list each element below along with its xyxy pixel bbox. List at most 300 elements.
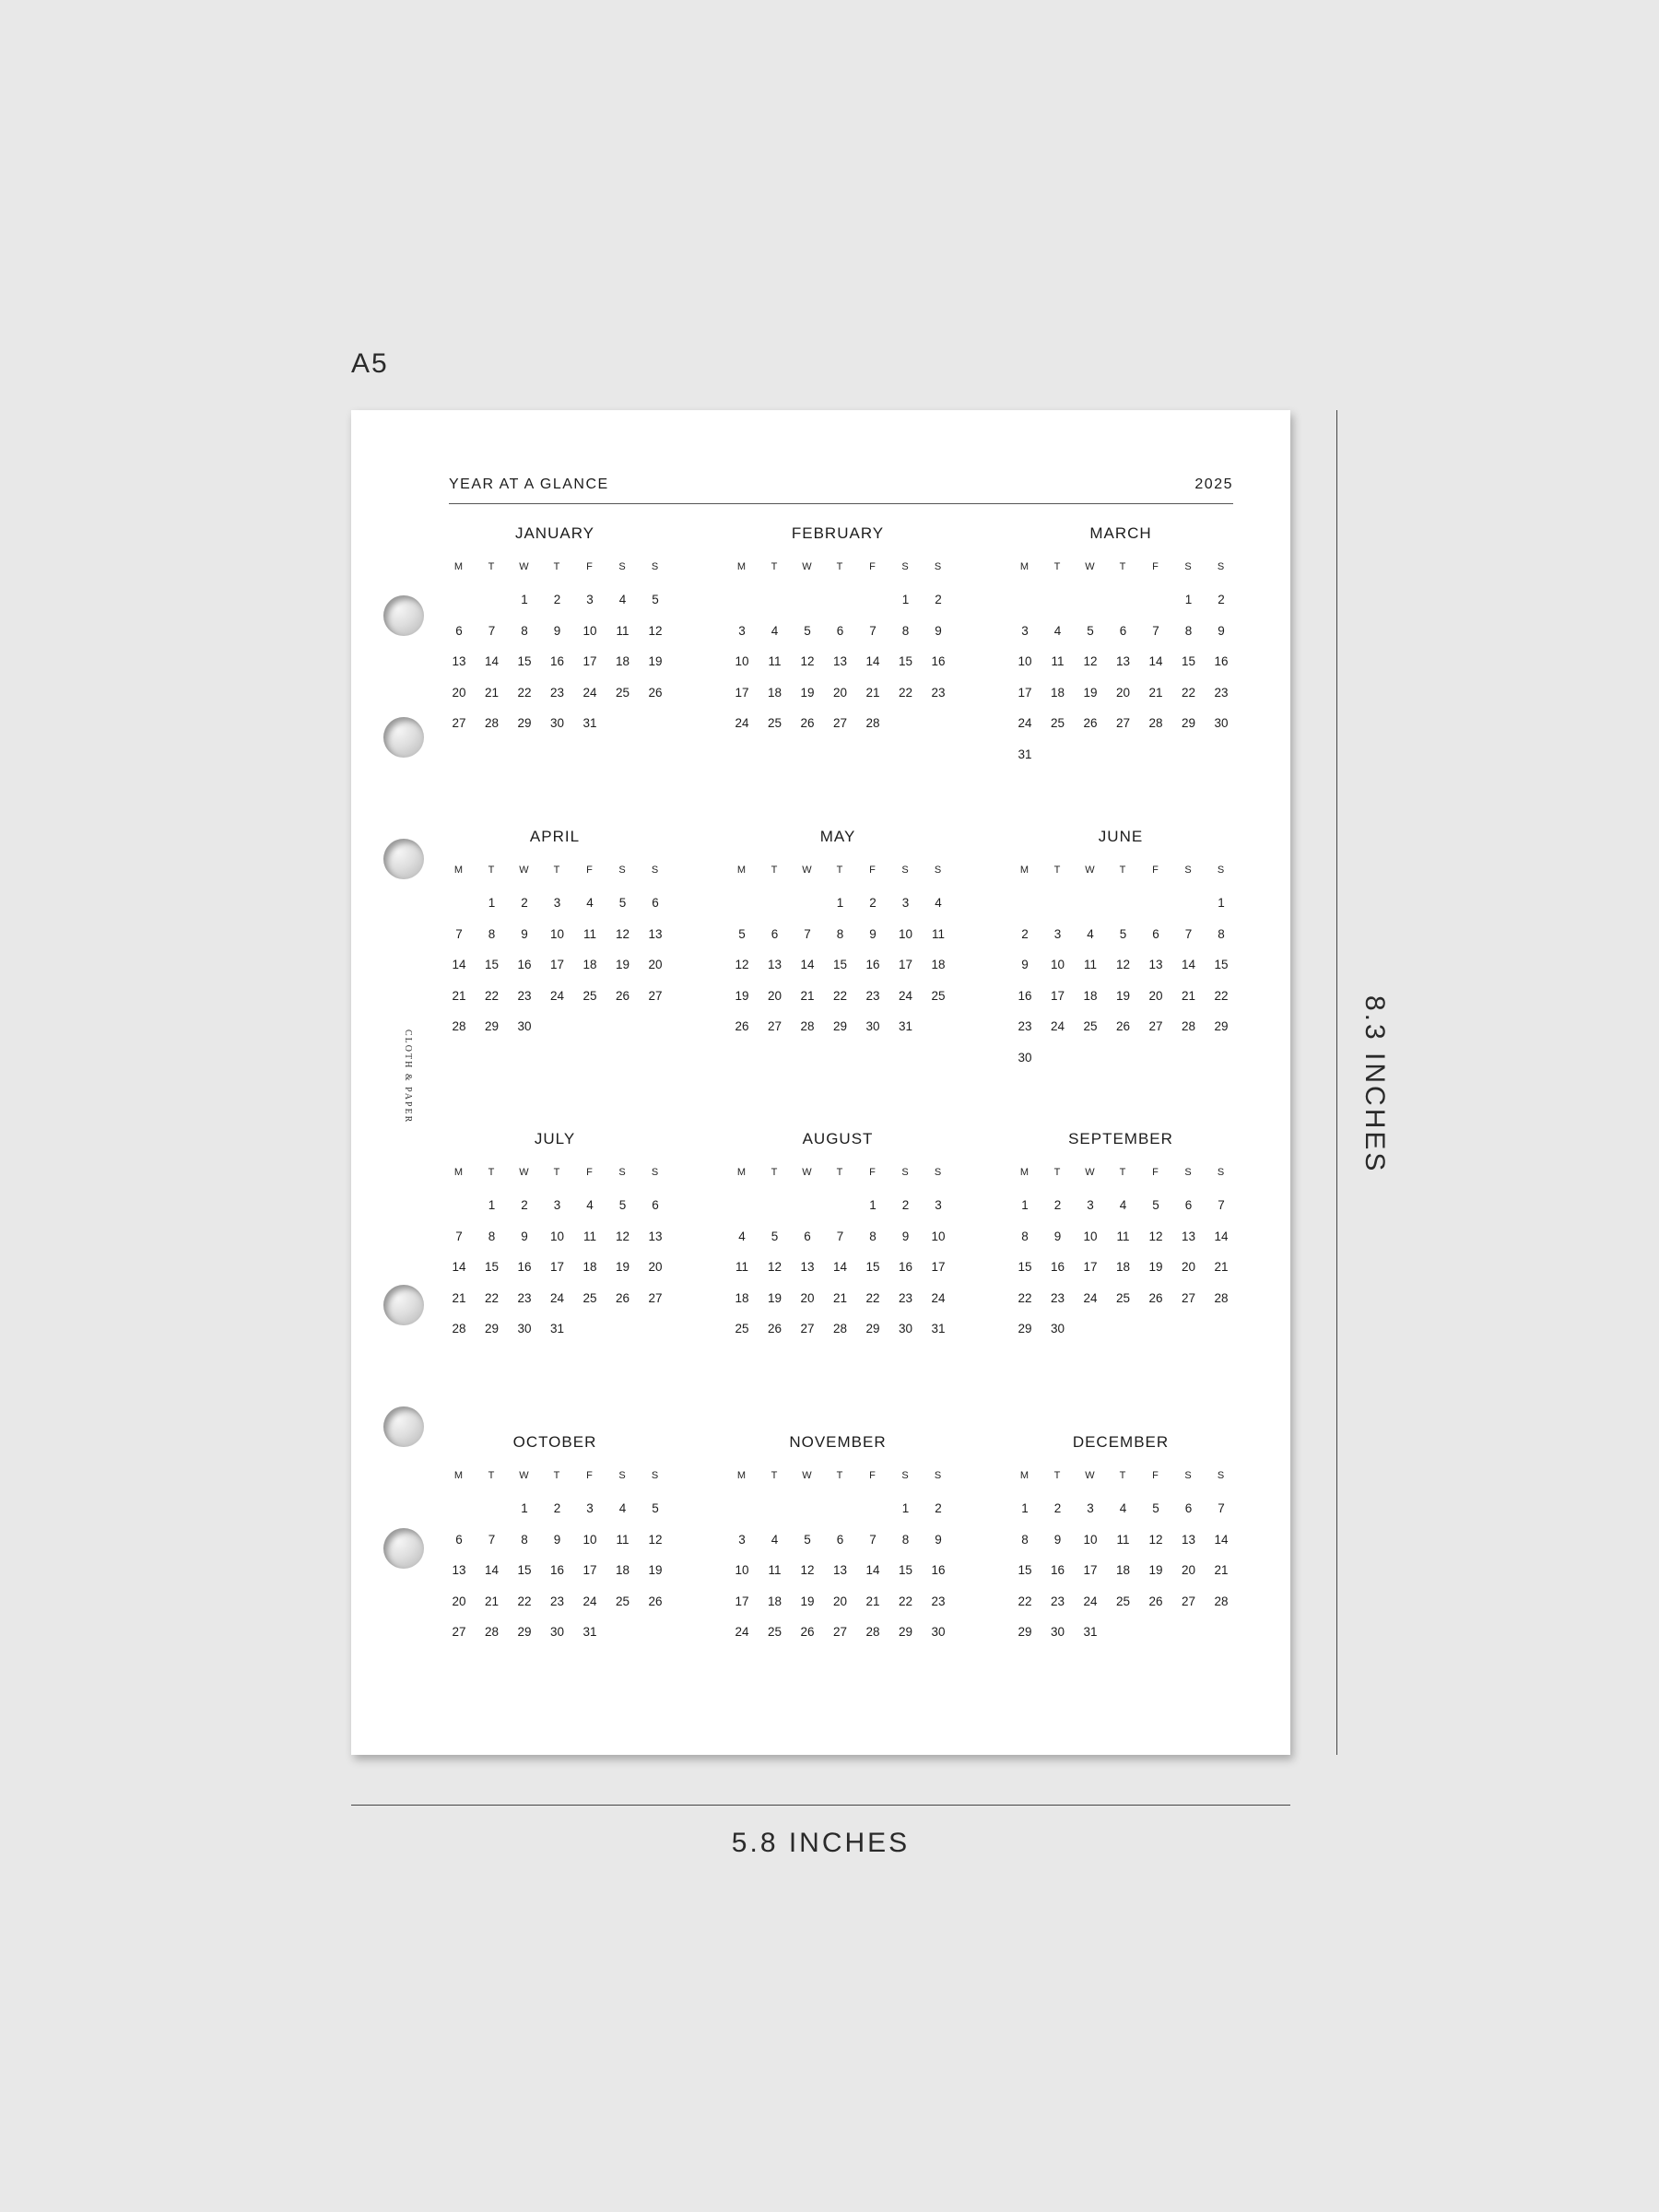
calendar-day: 8 [1218,926,1225,941]
calendar-day: 26 [767,1322,782,1335]
calendar-day: 6 [1184,1198,1193,1212]
calendar-day: 11 [1116,1532,1130,1547]
calendar-day: 5 [804,1532,811,1547]
weekday-header: M [736,561,747,572]
calendar-day: 9 [935,623,942,638]
weekday-header: S [1184,865,1193,876]
weekday-header: T [553,1167,561,1178]
weekday-header: M [453,561,465,572]
calendar-day: 30 [549,716,565,730]
calendar-day: 19 [735,988,749,1003]
calendar-day: 5 [804,623,811,638]
calendar-day: 16 [1214,654,1229,668]
calendar-day: 26 [800,1625,815,1639]
calendar-day: 6 [836,623,844,638]
calendar-day: 17 [582,654,597,668]
calendar-day: 9 [521,926,528,941]
weekday-header: W [1085,1470,1096,1481]
weekday-header: S [901,1470,910,1481]
weekday-header: F [1152,561,1159,572]
calendar-day: 3 [586,593,594,606]
calendar-day: 16 [517,958,532,971]
calendar-day: 14 [1181,958,1196,971]
calendar-day: 3 [738,1532,746,1547]
weekday-header: M [736,1470,747,1481]
calendar-day: 13 [1115,654,1131,668]
calendar-day: 8 [488,926,496,941]
calendar-day: 5 [652,1501,659,1515]
calendar-day: 12 [648,623,663,638]
calendar-day: 22 [898,685,913,700]
calendar-day: 8 [1021,1532,1029,1547]
calendar-day: 10 [549,1229,565,1243]
calendar-day: 19 [1083,685,1098,700]
weekday-header: W [519,865,530,876]
calendar-day: 1 [488,896,496,910]
month-name: AUGUST [802,1130,874,1147]
calendar-day: 21 [1214,1563,1229,1577]
weekday-header: W [802,1470,813,1481]
calendar-day: 18 [1083,988,1098,1003]
calendar-day: 18 [1050,685,1065,700]
calendar-day: 29 [517,1625,532,1639]
calendar-day: 16 [898,1260,913,1274]
binder-hole [383,1528,424,1569]
calendar-day: 16 [931,654,946,668]
weekday-header: F [586,865,594,876]
calendar-day: 26 [615,1290,630,1305]
weekday-header: S [651,1470,660,1481]
calendar-day: 15 [484,1260,500,1274]
calendar-day: 10 [1050,958,1065,971]
weekday-header: M [1019,1167,1030,1178]
calendar-day: 27 [800,1322,815,1335]
calendar-day: 27 [452,716,466,730]
calendar-day: 11 [768,654,782,668]
calendar-day: 2 [553,1501,561,1515]
calendar-day: 30 [931,1625,946,1639]
calendar-day: 13 [767,958,782,971]
weekday-header: T [553,561,561,572]
calendar-day: 4 [1053,623,1062,638]
weekday-header: S [651,865,660,876]
calendar-day: 26 [615,988,630,1003]
calendar-day: 24 [1083,1594,1098,1608]
calendar-day: 6 [455,623,463,638]
calendar-day: 9 [935,1532,942,1547]
calendar-day: 1 [901,1501,910,1515]
calendar-day: 14 [865,654,880,668]
calendar-day: 20 [648,958,663,971]
calendar-day: 25 [615,685,630,700]
calendar-day: 22 [517,685,532,700]
calendar-day: 25 [1083,1019,1098,1033]
calendar-day: 17 [1083,1260,1098,1274]
calendar-day: 7 [1152,623,1159,638]
calendar-day: 20 [452,685,466,700]
calendar-day: 5 [738,926,746,941]
weekday-header: S [618,1167,627,1178]
calendar-day: 3 [935,1198,942,1212]
calendar-day: 10 [582,1532,597,1547]
calendar-day: 4 [738,1229,746,1243]
calendar-day: 12 [615,926,630,941]
calendar-day: 6 [804,1229,811,1243]
calendar-day: 4 [618,593,627,606]
calendar-day: 4 [1119,1198,1127,1212]
calendar-day: 6 [771,926,779,941]
calendar-day: 20 [1181,1260,1196,1274]
calendar-day: 8 [521,623,528,638]
month-name: DECEMBER [1072,1433,1170,1451]
calendar-day: 27 [648,988,663,1003]
weekday-header: T [771,865,779,876]
weekday-header: M [453,865,465,876]
weekday-header: M [453,1470,465,1481]
calendar-day: 1 [901,593,910,606]
calendar-day: 22 [1214,988,1229,1003]
calendar-day: 18 [767,1594,782,1608]
calendar-day: 27 [767,1019,782,1033]
calendar-day: 16 [931,1563,946,1577]
calendar-day: 9 [521,1229,528,1243]
calendar-day: 10 [1018,654,1032,668]
calendar-day: 3 [1053,926,1062,941]
calendar-day: 1 [1021,1501,1029,1515]
weekday-header: F [869,561,877,572]
binder-hole [383,717,424,758]
calendar-day: 9 [553,1532,561,1547]
calendar-day: 26 [648,685,663,700]
calendar-day: 11 [735,1260,748,1274]
calendar-day: 25 [582,1290,597,1305]
weekday-header: W [519,1470,530,1481]
calendar-day: 24 [931,1290,946,1305]
calendar-day: 28 [1148,716,1163,730]
calendar-day: 30 [549,1625,565,1639]
calendar-day: 13 [648,926,663,941]
calendar-day: 28 [1214,1290,1229,1305]
calendar-day: 15 [898,1563,913,1577]
calendar-day: 25 [767,716,782,730]
weekday-header: S [1217,561,1226,572]
calendar-day: 22 [865,1290,880,1305]
month-name: SEPTEMBER [1068,1130,1173,1147]
weekday-header: T [1119,865,1127,876]
calendar-day: 26 [1115,1019,1131,1033]
calendar-day: 15 [1018,1260,1032,1274]
calendar-day: 18 [1115,1260,1131,1274]
calendar-day: 10 [931,1229,946,1243]
calendar-day: 21 [452,988,466,1003]
calendar-day: 24 [582,1594,597,1608]
calendar-day: 10 [549,926,565,941]
calendar-day: 18 [931,958,946,971]
height-dimension-line [1336,410,1337,1755]
calendar-day: 17 [549,1260,565,1274]
weekday-header: S [651,561,660,572]
calendar-day: 23 [549,685,565,700]
calendar-day: 11 [582,1229,596,1243]
weekday-header: S [618,561,627,572]
calendar-day: 11 [1083,958,1097,971]
calendar-day: 14 [865,1563,880,1577]
calendar-day: 25 [1115,1290,1131,1305]
calendar-day: 8 [869,1229,877,1243]
weekday-header: F [1152,865,1159,876]
calendar-day: 23 [1214,685,1229,700]
page-title: YEAR AT A GLANCE [449,477,609,492]
calendar-day: 26 [735,1019,749,1033]
calendar-day: 3 [901,896,910,910]
calendar-day: 30 [865,1019,880,1033]
weekday-header: F [586,561,594,572]
calendar-day: 10 [898,926,913,941]
calendar-day: 20 [832,1594,848,1608]
weekday-header: T [836,1470,844,1481]
calendar-day: 23 [1018,1019,1032,1033]
calendar-day: 2 [521,1198,528,1212]
calendar-day: 15 [832,958,848,971]
calendar-day: 20 [1115,685,1131,700]
calendar-day: 4 [1119,1501,1127,1515]
calendar-day: 23 [517,988,532,1003]
binder-hole [383,839,424,879]
calendar-day: 25 [615,1594,630,1608]
weekday-header: T [488,561,496,572]
calendar-day: 7 [869,1532,877,1547]
weekday-header: T [1053,865,1062,876]
weekday-header: M [736,1167,747,1178]
weekday-header: W [519,1167,530,1178]
calendar-day: 10 [1083,1229,1098,1243]
weekday-header: S [901,1167,910,1178]
calendar-day: 8 [488,1229,496,1243]
calendar-day: 17 [898,958,913,971]
weekday-header: S [934,561,943,572]
calendar-day: 28 [832,1322,848,1335]
calendar-day: 29 [898,1625,913,1639]
calendar-day: 22 [898,1594,913,1608]
calendar-day: 12 [1148,1229,1163,1243]
calendar-day: 28 [452,1322,466,1335]
calendar-day: 16 [549,654,565,668]
calendar-day: 11 [1116,1229,1130,1243]
calendar-day: 13 [832,1563,848,1577]
calendar-day: 16 [549,1563,565,1577]
calendar-day: 8 [901,1532,910,1547]
weekday-header: W [519,561,530,572]
calendar-day: 7 [1184,926,1193,941]
weekday-header: W [802,865,813,876]
calendar-day: 4 [586,1198,594,1212]
calendar-day: 14 [832,1260,848,1274]
calendar-day: 12 [1148,1532,1163,1547]
calendar-day: 23 [931,685,946,700]
calendar-day: 30 [517,1322,532,1335]
calendar-day: 14 [1214,1532,1229,1547]
calendar-day: 21 [484,685,500,700]
weekday-header: S [1184,1470,1193,1481]
calendar-day: 29 [1214,1019,1229,1033]
calendar-day: 7 [1218,1501,1225,1515]
calendar-day: 24 [582,685,597,700]
calendar-day: 22 [484,1290,500,1305]
weekday-header: T [1119,1167,1127,1178]
calendar-day: 16 [1018,988,1032,1003]
calendar-day: 6 [836,1532,844,1547]
height-dimension-label: 8.3 INCHES [1359,995,1390,1174]
calendar-day: 30 [898,1322,913,1335]
calendar-day: 8 [836,926,844,941]
calendar-day: 21 [452,1290,466,1305]
calendar-day: 19 [1148,1563,1163,1577]
calendar-day: 5 [1152,1501,1159,1515]
weekday-header: W [1085,865,1096,876]
calendar-day: 8 [521,1532,528,1547]
calendar-day: 19 [800,1594,815,1608]
weekday-header: F [869,865,877,876]
calendar-day: 23 [549,1594,565,1608]
calendar-day: 14 [1214,1229,1229,1243]
calendar-day: 31 [898,1019,913,1033]
calendar-day: 28 [865,1625,880,1639]
calendar-day: 10 [735,1563,749,1577]
calendar-day: 21 [865,685,880,700]
calendar-day: 17 [931,1260,946,1274]
calendar-day: 10 [582,623,597,638]
month-name: OCTOBER [512,1433,597,1451]
calendar-day: 29 [484,1019,500,1033]
weekday-header: W [1085,1167,1096,1178]
calendar-day: 22 [517,1594,532,1608]
calendar-day: 2 [1053,1198,1062,1212]
calendar-day: 13 [452,1563,466,1577]
calendar-day: 29 [1181,716,1196,730]
weekday-header: S [1217,1470,1226,1481]
calendar-day: 21 [1148,685,1163,700]
calendar-day: 14 [484,654,500,668]
calendar-day: 18 [735,1290,749,1305]
calendar-day: 2 [935,593,942,606]
calendar-day: 17 [735,685,749,700]
month-name: MAY [819,828,856,845]
calendar-day: 21 [1214,1260,1229,1274]
calendar-day: 19 [767,1290,782,1305]
calendar-day: 8 [901,623,910,638]
calendar-day: 30 [1214,716,1229,730]
calendar-day: 3 [1021,623,1029,638]
weekday-header: S [1217,865,1226,876]
calendar-day: 9 [1218,623,1225,638]
calendar-day: 12 [648,1532,663,1547]
weekday-header: S [934,1470,943,1481]
calendar-day: 18 [582,1260,597,1274]
calendar-day: 28 [1214,1594,1229,1608]
calendar-day: 5 [771,1229,779,1243]
calendar-day: 6 [1184,1501,1193,1515]
calendar-day: 25 [582,988,597,1003]
calendar-day: 27 [1181,1290,1196,1305]
calendar-day: 15 [1214,958,1229,971]
calendar-day: 23 [517,1290,532,1305]
calendar-day: 13 [800,1260,815,1274]
calendar-day: 26 [1083,716,1098,730]
header-divider [449,503,1233,504]
calendar-day: 24 [1018,716,1032,730]
calendar-day: 19 [1148,1260,1163,1274]
calendar-day: 24 [1083,1290,1098,1305]
calendar-day: 19 [615,1260,630,1274]
weekday-header: T [771,561,779,572]
calendar-day: 12 [735,958,749,971]
weekday-header: T [771,1470,779,1481]
calendar-day: 28 [452,1019,466,1033]
calendar-day: 23 [931,1594,946,1608]
calendar-day: 23 [1050,1290,1065,1305]
calendar-day: 15 [517,654,532,668]
calendar-day: 31 [931,1322,946,1335]
calendar-day: 2 [869,896,877,910]
calendar-day: 15 [517,1563,532,1577]
calendar-day: 20 [1148,988,1163,1003]
calendar-day: 23 [865,988,880,1003]
calendar-day: 6 [455,1532,463,1547]
weekday-header: F [1152,1167,1159,1178]
calendar-day: 22 [484,988,500,1003]
calendar-day: 9 [553,623,561,638]
calendar-day: 28 [800,1019,815,1033]
calendar-day: 26 [800,716,815,730]
calendar-day: 24 [735,716,749,730]
calendar-day: 2 [1218,593,1225,606]
weekday-header: T [771,1167,779,1178]
weekday-header: T [488,1167,496,1178]
calendar-day: 28 [484,716,500,730]
month-name: JULY [534,1130,576,1147]
calendar-day: 15 [865,1260,880,1274]
calendar-day: 4 [771,623,779,638]
calendar-day: 6 [1152,926,1159,941]
calendar-day: 7 [1218,1198,1225,1212]
calendar-day: 17 [1018,685,1032,700]
calendar-day: 25 [1050,716,1065,730]
calendar-day: 31 [1018,747,1032,761]
calendar-day: 9 [1021,958,1029,971]
calendar-day: 5 [1152,1198,1159,1212]
calendar-day: 4 [618,1501,627,1515]
calendar-day: 12 [800,1563,815,1577]
weekday-header: W [802,561,813,572]
calendar-day: 13 [832,654,848,668]
calendar-day: 1 [1021,1198,1029,1212]
weekday-header: S [618,1470,627,1481]
weekday-header: S [618,865,627,876]
calendar-day: 17 [1083,1563,1098,1577]
calendar-day: 25 [767,1625,782,1639]
binder-hole [383,1406,424,1447]
binder-hole [383,1285,424,1325]
calendar-day: 12 [767,1260,782,1274]
calendar-day: 1 [488,1198,496,1212]
calendar-day: 6 [1119,623,1127,638]
calendar-day: 25 [931,988,946,1003]
weekday-header: T [488,865,496,876]
weekday-header: W [1085,561,1096,572]
month-name: FEBRUARY [791,524,885,542]
calendar-day: 18 [615,1563,630,1577]
calendar-day: 20 [800,1290,815,1305]
